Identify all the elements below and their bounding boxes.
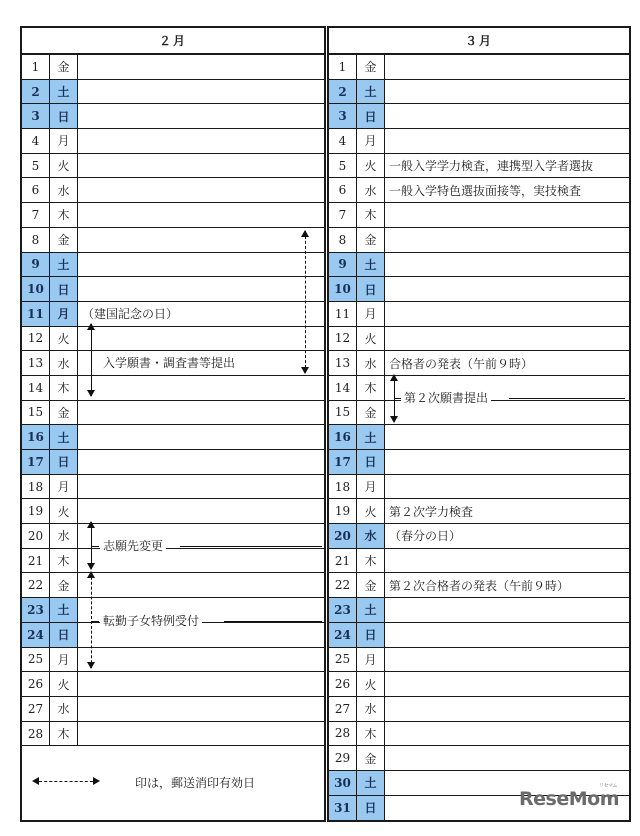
day-row — [329, 129, 629, 154]
leader-line — [180, 546, 322, 547]
weekday: 水 — [50, 697, 78, 721]
day-row — [329, 302, 629, 327]
weekday: 火 — [357, 499, 385, 523]
weekday: 土 — [357, 425, 385, 449]
day-row — [22, 55, 324, 80]
event-text — [385, 253, 629, 277]
day-number: 14 — [329, 376, 357, 400]
event-text — [385, 80, 629, 104]
transfer-period-arrow — [91, 572, 92, 668]
event-text — [385, 129, 629, 153]
event-text: （春分の日） — [389, 529, 462, 544]
day-row — [22, 277, 324, 302]
weekday: 月 — [357, 475, 385, 499]
weekday: 土 — [50, 80, 78, 104]
weekday: 土 — [50, 425, 78, 449]
event-text — [78, 228, 324, 252]
weekday: 火 — [50, 154, 78, 178]
day-row — [22, 425, 324, 450]
day-row — [329, 104, 629, 129]
weekday: 火 — [357, 154, 385, 178]
dashed-double-arrow-icon — [34, 781, 98, 782]
day-number: 3 — [329, 104, 357, 128]
event-text — [78, 722, 324, 747]
day-row — [329, 450, 629, 475]
event-text — [78, 154, 324, 178]
day-row — [22, 80, 324, 105]
event-text — [385, 55, 629, 79]
day-row — [22, 228, 324, 253]
day-number: 20 — [22, 524, 50, 548]
march-rows — [329, 55, 629, 820]
weekday: 土 — [357, 253, 385, 277]
day-row — [22, 302, 324, 327]
day-row — [329, 697, 629, 722]
leader-line — [224, 621, 322, 622]
day-number: 11 — [329, 302, 357, 326]
weekday: 月 — [357, 129, 385, 153]
weekday: 金 — [357, 573, 385, 597]
weekday: 金 — [50, 573, 78, 597]
event-text — [385, 104, 629, 128]
event-text — [78, 129, 324, 153]
day-row — [329, 722, 629, 747]
day-number: 12 — [22, 327, 50, 351]
event-text — [385, 302, 629, 326]
weekday: 金 — [50, 401, 78, 425]
day-number: 2 — [329, 80, 357, 104]
day-number: 1 — [22, 55, 50, 79]
event-text — [385, 722, 629, 746]
weekday: 土 — [357, 771, 385, 795]
weekday: 金 — [357, 401, 385, 425]
weekday: 火 — [50, 672, 78, 696]
weekday: 金 — [50, 228, 78, 252]
weekday: 日 — [50, 450, 78, 474]
day-row — [329, 573, 629, 598]
day-number: 20 — [329, 524, 357, 548]
day-number: 21 — [22, 549, 50, 573]
event-text — [385, 450, 629, 474]
day-number: 15 — [22, 401, 50, 425]
day-row — [329, 228, 629, 253]
application-period-label: 入学願書・調査書等提出 — [100, 354, 238, 371]
weekday: 金 — [357, 228, 385, 252]
day-number: 19 — [329, 499, 357, 523]
day-number: 3 — [22, 104, 50, 128]
event-text — [78, 80, 324, 104]
weekday: 木 — [50, 203, 78, 227]
event-text — [78, 697, 324, 721]
weekday: 金 — [357, 746, 385, 770]
weekday: 日 — [357, 623, 385, 647]
day-row — [22, 549, 324, 574]
day-row — [22, 573, 324, 598]
weekday: 日 — [357, 796, 385, 821]
day-number: 28 — [22, 722, 50, 747]
day-number: 25 — [329, 648, 357, 672]
day-row — [22, 722, 324, 747]
day-number: 16 — [329, 425, 357, 449]
day-number: 22 — [329, 573, 357, 597]
event-text — [78, 401, 324, 425]
day-row — [22, 697, 324, 722]
day-row — [329, 203, 629, 228]
weekday: 火 — [50, 327, 78, 351]
postmark-valid-dashed-arrow — [305, 231, 306, 373]
weekday: 金 — [50, 55, 78, 79]
event-text — [385, 746, 629, 770]
february-rows — [22, 55, 324, 746]
weekday: 水 — [357, 178, 385, 202]
day-number: 13 — [329, 351, 357, 375]
day-number: 25 — [22, 648, 50, 672]
day-number: 11 — [22, 302, 50, 326]
legend — [22, 745, 324, 820]
event-text — [385, 697, 629, 721]
day-number: 23 — [329, 598, 357, 622]
event-text: 第２次学力検査 — [389, 504, 474, 519]
day-number: 14 — [22, 376, 50, 400]
day-row — [22, 154, 324, 179]
day-number: 16 — [22, 425, 50, 449]
day-number: 27 — [22, 697, 50, 721]
day-row — [22, 450, 324, 475]
day-row — [329, 598, 629, 623]
day-row — [22, 648, 324, 673]
event-text — [385, 327, 629, 351]
february-table — [20, 26, 326, 822]
day-number: 29 — [329, 746, 357, 770]
event-text: 第２次合格者の発表（午前９時） — [389, 578, 570, 593]
weekday: 火 — [357, 327, 385, 351]
day-number: 13 — [22, 351, 50, 375]
day-number: 24 — [329, 623, 357, 647]
day-number: 9 — [329, 253, 357, 277]
weekday: 日 — [357, 104, 385, 128]
event-text — [78, 203, 324, 227]
day-number: 1 — [329, 55, 357, 79]
weekday: 木 — [357, 203, 385, 227]
weekday: 木 — [357, 376, 385, 400]
weekday: 土 — [357, 80, 385, 104]
day-number: 6 — [22, 178, 50, 202]
weekday: 金 — [357, 55, 385, 79]
event-text — [78, 425, 324, 449]
day-number: 5 — [329, 154, 357, 178]
weekday: 日 — [50, 104, 78, 128]
legend-text: 印は，郵送消印有効日 — [135, 776, 256, 790]
day-row — [22, 253, 324, 278]
weekday: 水 — [50, 178, 78, 202]
weekday: 木 — [50, 549, 78, 573]
event-text — [385, 549, 629, 573]
event-text — [78, 475, 324, 499]
event-text — [78, 104, 324, 128]
day-number: 7 — [22, 203, 50, 227]
weekday: 水 — [50, 351, 78, 375]
day-row — [329, 672, 629, 697]
day-row — [22, 376, 324, 401]
day-number: 2 — [22, 80, 50, 104]
day-row — [329, 475, 629, 500]
day-number: 31 — [329, 796, 357, 821]
event-text — [385, 228, 629, 252]
day-number: 6 — [329, 178, 357, 202]
day-number: 12 — [329, 327, 357, 351]
day-number: 17 — [22, 450, 50, 474]
day-number: 4 — [329, 129, 357, 153]
day-number: 10 — [22, 277, 50, 301]
event-text — [78, 376, 324, 400]
day-row — [22, 203, 324, 228]
day-row — [329, 746, 629, 771]
event-text — [78, 253, 324, 277]
day-row — [22, 178, 324, 203]
event-text — [78, 450, 324, 474]
day-number: 30 — [329, 771, 357, 795]
day-number: 26 — [329, 672, 357, 696]
change-period-label: 志願先変更 — [100, 537, 166, 554]
day-row — [329, 351, 629, 376]
day-row — [22, 104, 324, 129]
day-number: 17 — [329, 450, 357, 474]
weekday: 水 — [357, 524, 385, 548]
weekday: 土 — [50, 253, 78, 277]
weekday: 木 — [50, 722, 78, 747]
march-table — [327, 26, 631, 822]
weekday: 日 — [357, 277, 385, 301]
day-number: 19 — [22, 499, 50, 523]
event-text: 一般入学特色選抜面接等，実技検査 — [389, 183, 582, 198]
day-number: 26 — [22, 672, 50, 696]
day-row — [329, 549, 629, 574]
day-number: 9 — [22, 253, 50, 277]
event-text — [78, 672, 324, 696]
event-text — [78, 277, 324, 301]
day-number: 24 — [22, 623, 50, 647]
weekday: 土 — [357, 598, 385, 622]
day-row — [329, 425, 629, 450]
day-number: 8 — [22, 228, 50, 252]
resemom-logo: リセマム ReseMom — [519, 783, 619, 810]
day-row — [22, 327, 324, 352]
day-number: 18 — [329, 475, 357, 499]
day-row — [22, 475, 324, 500]
weekday: 日 — [357, 450, 385, 474]
day-number: 10 — [329, 277, 357, 301]
day-row — [22, 129, 324, 154]
day-row — [22, 672, 324, 697]
day-number: 18 — [22, 475, 50, 499]
day-number: 4 — [22, 129, 50, 153]
day-row — [329, 277, 629, 302]
weekday: 月 — [357, 648, 385, 672]
march-header: ３月 — [329, 28, 629, 55]
event-text — [385, 475, 629, 499]
leader-line — [509, 398, 625, 399]
weekday: 水 — [50, 524, 78, 548]
weekday: 月 — [357, 302, 385, 326]
day-number: 21 — [329, 549, 357, 573]
weekday: 水 — [357, 351, 385, 375]
event-text — [385, 598, 629, 622]
event-text: 合格者の発表（午前９時） — [389, 356, 534, 371]
event-text — [385, 672, 629, 696]
day-number: 27 — [329, 697, 357, 721]
event-text — [385, 623, 629, 647]
event-text — [385, 203, 629, 227]
february-header: ２月 — [22, 28, 324, 55]
weekday: 日 — [50, 623, 78, 647]
tick-mark — [91, 546, 99, 547]
tick-mark — [91, 621, 99, 622]
event-text — [78, 573, 324, 597]
day-row — [329, 80, 629, 105]
event-text — [78, 499, 324, 523]
weekday: 木 — [50, 376, 78, 400]
day-row — [329, 253, 629, 278]
day-number: 7 — [329, 203, 357, 227]
weekday: 火 — [357, 672, 385, 696]
day-number: 23 — [22, 598, 50, 622]
second-application-label: 第２次願書提出 — [401, 389, 491, 406]
event-text — [78, 327, 324, 351]
weekday: 月 — [50, 302, 78, 326]
weekday: 月 — [50, 475, 78, 499]
weekday: 木 — [357, 549, 385, 573]
day-row — [22, 401, 324, 426]
weekday: 木 — [357, 722, 385, 746]
day-row — [329, 55, 629, 80]
event-text — [385, 277, 629, 301]
day-row — [22, 499, 324, 524]
day-row — [329, 178, 629, 203]
day-row — [329, 648, 629, 673]
event-text: （建国記念の日） — [82, 307, 179, 322]
event-text — [78, 55, 324, 79]
weekday: 土 — [50, 598, 78, 622]
day-number: 22 — [22, 573, 50, 597]
application-period-arrow — [91, 324, 92, 396]
event-text — [385, 425, 629, 449]
day-number: 28 — [329, 722, 357, 746]
day-row — [329, 524, 629, 549]
weekday: 月 — [50, 129, 78, 153]
day-row — [329, 154, 629, 179]
day-number: 15 — [329, 401, 357, 425]
weekday: 火 — [50, 499, 78, 523]
weekday: 水 — [357, 697, 385, 721]
day-row — [329, 499, 629, 524]
day-row — [329, 623, 629, 648]
event-text — [385, 648, 629, 672]
day-row — [329, 327, 629, 352]
weekday: 日 — [50, 277, 78, 301]
day-number: 8 — [329, 228, 357, 252]
weekday: 月 — [50, 648, 78, 672]
event-text — [78, 178, 324, 202]
event-text — [78, 648, 324, 672]
day-number: 5 — [22, 154, 50, 178]
transfer-period-label: 転勤子女特例受付 — [100, 612, 202, 629]
event-text: 一般入学学力検査，連携型入学者選抜 — [389, 159, 594, 174]
